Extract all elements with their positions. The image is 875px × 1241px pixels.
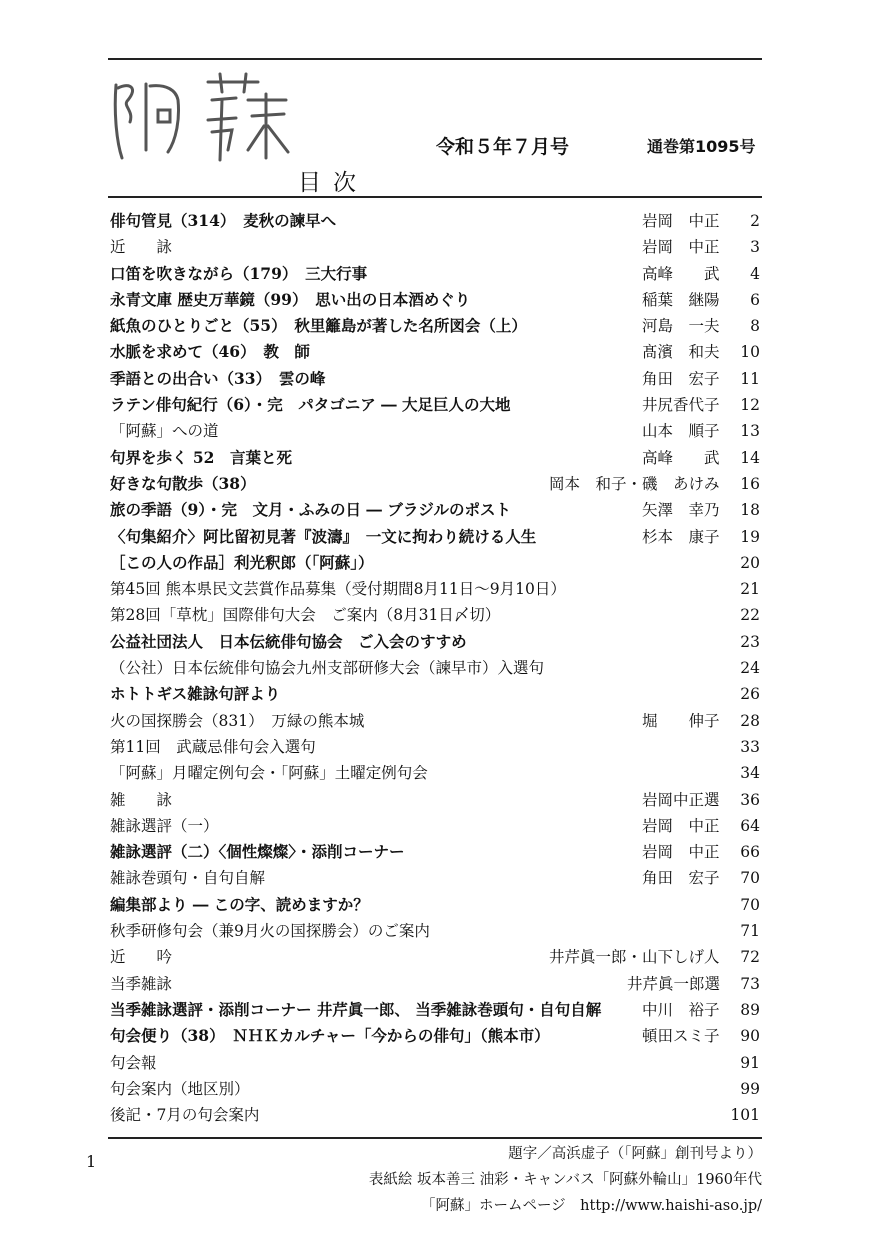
toc-entry-author: 矢澤 幸乃 — [642, 501, 720, 520]
toc-entry-title: 近 吟 — [110, 948, 173, 967]
toc-entry — [110, 629, 760, 655]
toc-entry-title: ［この人の作品］利光釈郎（「阿蘇」） — [110, 552, 374, 572]
toc-entry-page: 34 — [740, 764, 760, 783]
toc-entry-page: 64 — [740, 816, 760, 835]
toc-entry-page: 70 — [740, 869, 760, 888]
toc-entry-page: 70 — [740, 895, 760, 914]
toc-entry — [110, 445, 760, 471]
toc-entry-page: 6 — [750, 290, 760, 309]
toc-entry-page: 26 — [740, 685, 760, 704]
toc-entry-page: 99 — [740, 1079, 760, 1098]
toc-entry-title: 俳句管見（314） 麦秋の諫早へ — [110, 211, 337, 230]
toc-entry-page: 11 — [740, 369, 760, 388]
toc-entry-page: 73 — [740, 974, 760, 993]
toc-entry-title: ラテン俳句紀行（6）・完 パタゴニア ― 大足巨人の大地 — [110, 395, 511, 415]
toc-entry-author: 堀 伸子 — [642, 711, 720, 730]
toc-entry-page: 14 — [740, 448, 760, 467]
toc-entry — [110, 497, 760, 523]
toc-entry-author: 井芹眞一郎選 — [627, 974, 721, 993]
toc-entry-title: 第11回 武蔵忌俳句会入選句 — [110, 737, 316, 756]
issue-total-number: 通巻第1095号 — [647, 137, 756, 156]
toc-entry-author: 高峰 武 — [642, 264, 720, 283]
toc-entry-page: 22 — [740, 606, 760, 625]
toc-entry-page: 101 — [730, 1106, 760, 1125]
toc-entry-title: 火の国探勝会（831） 万緑の熊本城 — [110, 711, 365, 730]
toc-entry-author: 岡本 和子・磯 あけみ — [549, 474, 720, 493]
toc-entry-title: 永青文庫 歴史万華鏡（99） 思い出の日本酒めぐり — [110, 289, 471, 309]
toc-entry-author: 角田 宏子 — [642, 369, 720, 388]
toc-entry-title: 句会報 — [110, 1053, 157, 1072]
toc-entry-title: 雑詠選評（二）〈個性燦燦〉・添削コーナー — [110, 842, 405, 862]
toc-entry-page: 23 — [740, 632, 760, 651]
toc-entry — [110, 1050, 760, 1076]
toc-entry-author: 中川 裕子 — [642, 1000, 720, 1019]
toc-entry-author: 山本 順子 — [642, 422, 720, 441]
toc-entry-page: 8 — [750, 317, 760, 336]
toc-entry-title: 雑 詠 — [110, 790, 173, 809]
toc-entry — [110, 865, 760, 891]
toc-entry-page: 19 — [740, 527, 760, 546]
toc-entry-title: 句会案内（地区別） — [110, 1079, 250, 1098]
toc-entry-page: 16 — [740, 474, 760, 493]
toc-entry-title: （公社）日本伝統俳句協会九州支部研修大会（諫早市）入選句 — [110, 659, 545, 678]
toc-entry — [110, 971, 760, 997]
toc-entry-page: 13 — [740, 422, 760, 441]
toc-entry — [110, 392, 760, 418]
toc-entry-title: 季語との出合い（33） 雲の峰 — [110, 368, 326, 388]
toc-entry — [110, 261, 760, 287]
toc-entry — [110, 734, 760, 760]
toc-entry-title: 第28回「草枕」国際俳句大会 ご案内（8月31日〆切） — [110, 606, 501, 625]
toc-entry-author: 岩岡 中正 — [642, 212, 720, 230]
toc-entry-page: 91 — [740, 1053, 760, 1072]
toc-entry — [110, 418, 760, 444]
toc-entry-author: 角田 宏子 — [642, 869, 720, 888]
toc-entry — [110, 681, 760, 707]
toc-entry-author: 稲葉 継陽 — [642, 290, 720, 309]
toc-entry-title: 好きな句散歩（38） — [110, 473, 256, 493]
toc-entry-page: 3 — [750, 238, 760, 257]
toc-entry-page: 89 — [740, 1000, 760, 1019]
toc-entry-page: 72 — [740, 948, 760, 967]
toc-entry — [110, 550, 760, 576]
toc-entry-page: 4 — [750, 264, 760, 283]
toc-entry-page: 18 — [740, 501, 760, 520]
toc-entry — [110, 918, 760, 944]
toc-entry-author: 岩岡 中正 — [642, 816, 720, 835]
toc-entry-author: 岩岡 中正 — [642, 238, 720, 257]
toc-entry-page: 2 — [750, 212, 760, 230]
toc-entry-author: 井芹眞一郎・山下しげ人 — [549, 948, 720, 967]
toc-entry — [110, 366, 760, 392]
toc-entry-page: 71 — [740, 922, 760, 941]
toc-entry-title: 〈句集紹介〉阿比留初見著『波濤』 一文に拘わり続ける人生 — [110, 526, 537, 546]
toc-entry-title: 「阿蘇」への道 — [110, 422, 219, 441]
toc-entry-page: 12 — [740, 396, 760, 415]
toc-entry-title: ホトトギス雑詠句評より — [110, 684, 281, 704]
toc-entry — [110, 524, 760, 550]
table-of-contents — [110, 208, 760, 1128]
bottom-rule — [108, 1137, 762, 1139]
header-rule — [108, 196, 762, 198]
logo-text: 阿蘇 — [108, 70, 110, 71]
toc-entry — [110, 655, 760, 681]
toc-entry-page: 24 — [740, 659, 760, 678]
toc-entry — [110, 708, 760, 734]
toc-entry — [110, 576, 760, 602]
toc-entry-title: 水脈を求めて（46） 教 師 — [110, 342, 310, 362]
toc-entry — [110, 471, 760, 497]
toc-entry — [110, 1102, 760, 1128]
footer-credits — [369, 1141, 762, 1219]
toc-entry-title: 句会便り（38） ＮＨＫカルチャー「今からの俳句」（熊本市） — [110, 1026, 550, 1046]
toc-entry-title: 近 詠 — [110, 238, 173, 257]
toc-entry-title: 公益社団法人 日本伝統俳句協会 ご入会のすすめ — [110, 631, 467, 651]
toc-entry-title: 句界を歩く 52 言葉と死 — [110, 447, 292, 467]
toc-entry — [110, 787, 760, 813]
toc-entry-title: 「阿蘇」月曜定例句会・「阿蘇」土曜定例句会 — [110, 764, 428, 783]
toc-entry-author: 髙濱 和夫 — [642, 343, 720, 362]
toc-entry-title: 紙魚のひとりごと（55） 秋里籬島が著した名所図会（上） — [110, 316, 527, 336]
toc-entry-author: 岩岡中正選 — [642, 790, 720, 809]
toc-entry — [110, 287, 760, 313]
toc-entry — [110, 1023, 760, 1049]
toc-entry — [110, 234, 760, 260]
toc-entry — [110, 208, 760, 234]
toc-entry-title: 旅の季語（9）・完 文月・ふみの日 ― ブラジルのポスト — [110, 500, 511, 520]
toc-entry-title: 雑詠巻頭句・自句自解 — [110, 869, 266, 888]
toc-entry-page: 21 — [740, 580, 760, 599]
toc-entry-page: 66 — [740, 843, 760, 862]
toc-heading: 目次 — [298, 170, 368, 196]
toc-entry-author: 岩岡 中正 — [642, 843, 720, 862]
toc-entry — [110, 313, 760, 339]
toc-entry — [110, 813, 760, 839]
cover-art-credit: 表紙絵 坂本善三 油彩・キャンバス「阿蘇外輪山」1960年代 — [368, 1172, 762, 1188]
aso-logo-calligraphy — [108, 70, 298, 170]
toc-entry-page: 36 — [740, 790, 760, 809]
toc-entry — [110, 1076, 760, 1102]
toc-entry — [110, 602, 760, 628]
issue-date: 令和５年７月号 — [436, 136, 570, 158]
toc-entry — [110, 760, 760, 786]
toc-entry — [110, 944, 760, 970]
toc-entry-title: 秋季研修句会（兼9月火の国探勝会）のご案内 — [110, 922, 430, 941]
toc-entry-page: 10 — [740, 343, 760, 362]
toc-entry-title: 雑詠選評（一） — [110, 816, 219, 835]
homepage-link[interactable]: 「阿蘇」ホームページ http://www.haishi-aso.jp/ — [420, 1198, 762, 1214]
toc-entry — [110, 892, 760, 918]
toc-entry — [110, 839, 760, 865]
toc-entry-author: 河島 一夫 — [642, 317, 720, 336]
top-rule — [108, 58, 762, 60]
toc-entry-page: 28 — [740, 711, 760, 730]
toc-entry-page: 20 — [740, 553, 760, 572]
toc-entry-page: 33 — [740, 737, 760, 756]
toc-entry — [110, 997, 760, 1023]
title-calligraphy-credit: 題字／高浜虚子（「阿蘇」創刊号より） — [508, 1146, 762, 1162]
toc-entry-author: 頓田スミ子 — [642, 1027, 720, 1046]
toc-entry-title: 後記・7月の句会案内 — [110, 1106, 260, 1125]
toc-entry-title: 口笛を吹きながら（179） 三大行事 — [110, 263, 368, 283]
toc-entry-page: 90 — [740, 1027, 760, 1046]
toc-entry-author: 高峰 武 — [642, 448, 720, 467]
page-number: 1 — [86, 1152, 97, 1171]
toc-entry-author: 杉本 康子 — [642, 527, 720, 546]
toc-entry-title: 第45回 熊本県民文芸賞作品募集（受付期間8月11日～9月10日） — [110, 580, 566, 599]
toc-entry-title: 編集部より ― この字、読めますか？ — [110, 894, 369, 914]
toc-entry-title: 当季雑詠選評・添削コーナー 井芹眞一郎、 当季雑詠巻頭句・自句自解 — [110, 999, 602, 1019]
toc-entry — [110, 339, 760, 365]
toc-entry-title: 当季雑詠 — [110, 974, 173, 993]
toc-entry-author: 井尻香代子 — [642, 396, 720, 415]
